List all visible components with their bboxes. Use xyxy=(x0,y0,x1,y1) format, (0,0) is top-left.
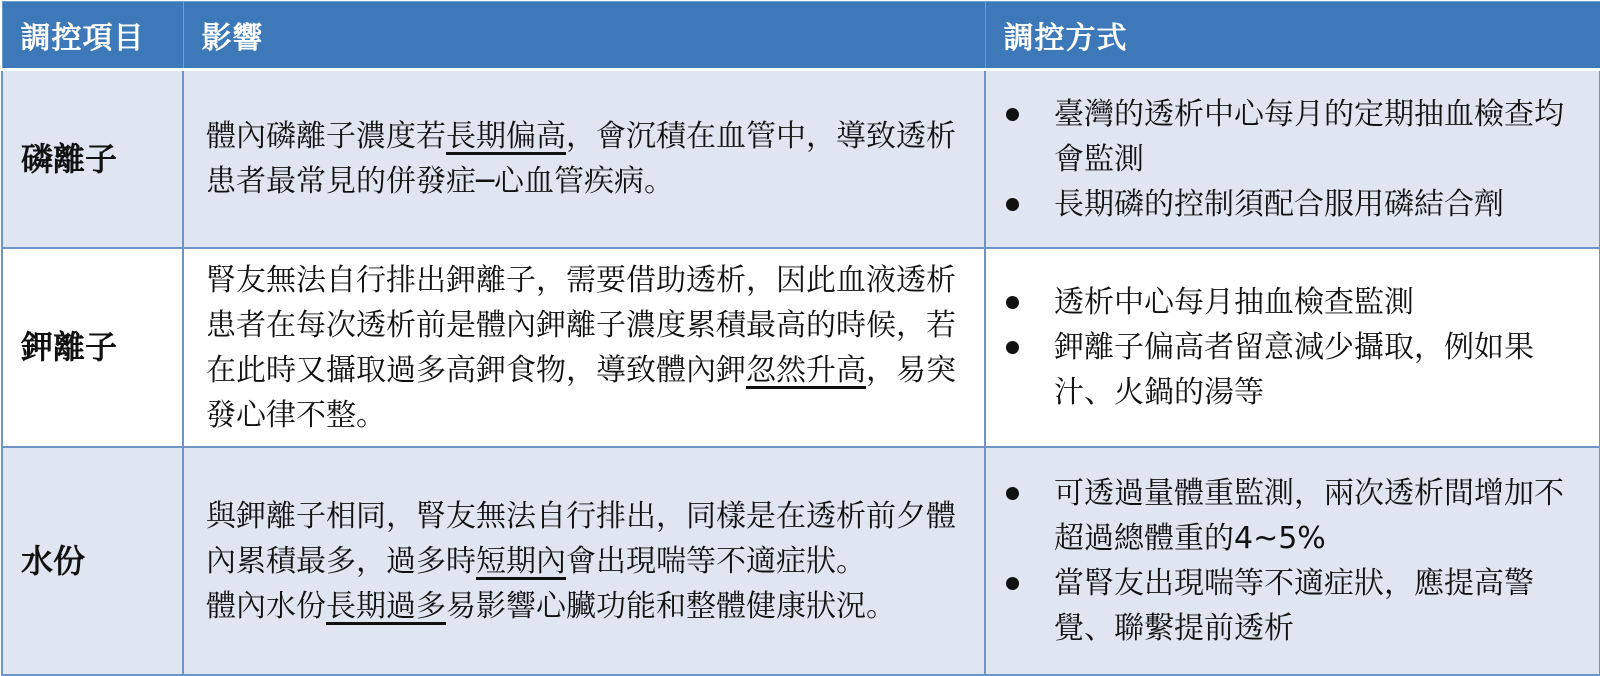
table-row xyxy=(2,447,1600,675)
method-cell xyxy=(985,248,1600,447)
header-item: 調控項目 xyxy=(2,2,183,70)
effect-paragraph xyxy=(206,258,978,438)
effect-text: ，易突發心律不整。 xyxy=(206,352,956,433)
effect-paragraph xyxy=(206,114,978,204)
header-effect: 影響 xyxy=(183,2,985,70)
bullet-icon xyxy=(1006,296,1019,309)
method-list xyxy=(1002,280,1589,415)
effect-paragraph xyxy=(206,584,978,629)
method-list xyxy=(1002,92,1589,227)
bullet-icon xyxy=(1006,108,1019,121)
emphasis-text: 長期偏高 xyxy=(446,119,566,154)
method-item: 透析中心每月抽血檢查監測 xyxy=(1002,280,1589,325)
effect-text: 腎友無法自行排出鉀離子，需要借助透析，因此血液透析患者在每次透析前是體內鉀離子濃度累積最高的時候，若在此時又攝取過多高鉀食物，導致體內鉀 xyxy=(206,262,956,388)
item-cell: 磷離子 xyxy=(2,70,183,249)
method-item: 臺灣的透析中心每月的定期抽血檢查均會監測 xyxy=(1002,92,1589,182)
method-cell xyxy=(985,70,1600,249)
effect-text: 體內水份 xyxy=(206,588,326,624)
regulation-table xyxy=(1,1,1600,676)
effect-text: ，會沉積在血管中，導致透析患者最常見的併發症─心血管疾病。 xyxy=(206,119,956,199)
method-cell xyxy=(985,447,1600,675)
table-row xyxy=(2,70,1600,249)
method-item: 鉀離子偏高者留意減少攝取，例如果汁、火鍋的湯等 xyxy=(1002,325,1589,415)
bullet-icon xyxy=(1006,341,1019,354)
item-cell: 水份 xyxy=(2,447,183,675)
bullet-icon xyxy=(1006,487,1019,500)
emphasis-text: 長期過多 xyxy=(326,588,446,624)
emphasis-text: 忽然升高 xyxy=(746,352,866,388)
emphasis-text: 短期內 xyxy=(476,543,566,579)
method-item: 當腎友出現喘等不適症狀，應提高警覺、聯繫提前透析 xyxy=(1002,561,1589,651)
table-header-row xyxy=(2,2,1600,70)
effect-cell xyxy=(183,70,985,249)
effect-text: 與鉀離子相同，腎友無法自行排出，同樣是在透析前夕體內累積最多，過多時 xyxy=(206,498,956,579)
header-method: 調控方式 xyxy=(985,2,1600,70)
method-list xyxy=(1002,471,1589,651)
method-item: 長期磷的控制須配合服用磷結合劑 xyxy=(1002,182,1589,227)
effect-text: 會出現喘等不適症狀。 xyxy=(566,543,866,579)
effect-cell xyxy=(183,248,985,447)
method-item: 可透過量體重監測，兩次透析間增加不超過總體重的4~5% xyxy=(1002,471,1589,561)
bullet-icon xyxy=(1006,198,1019,211)
item-cell: 鉀離子 xyxy=(2,248,183,447)
table-row xyxy=(2,248,1600,447)
effect-text: 體內磷離子濃度若 xyxy=(206,119,446,154)
effect-text: 易影響心臟功能和整體健康狀況。 xyxy=(446,588,896,624)
effect-paragraph xyxy=(206,494,978,584)
bullet-icon xyxy=(1006,577,1019,590)
effect-cell xyxy=(183,447,985,675)
